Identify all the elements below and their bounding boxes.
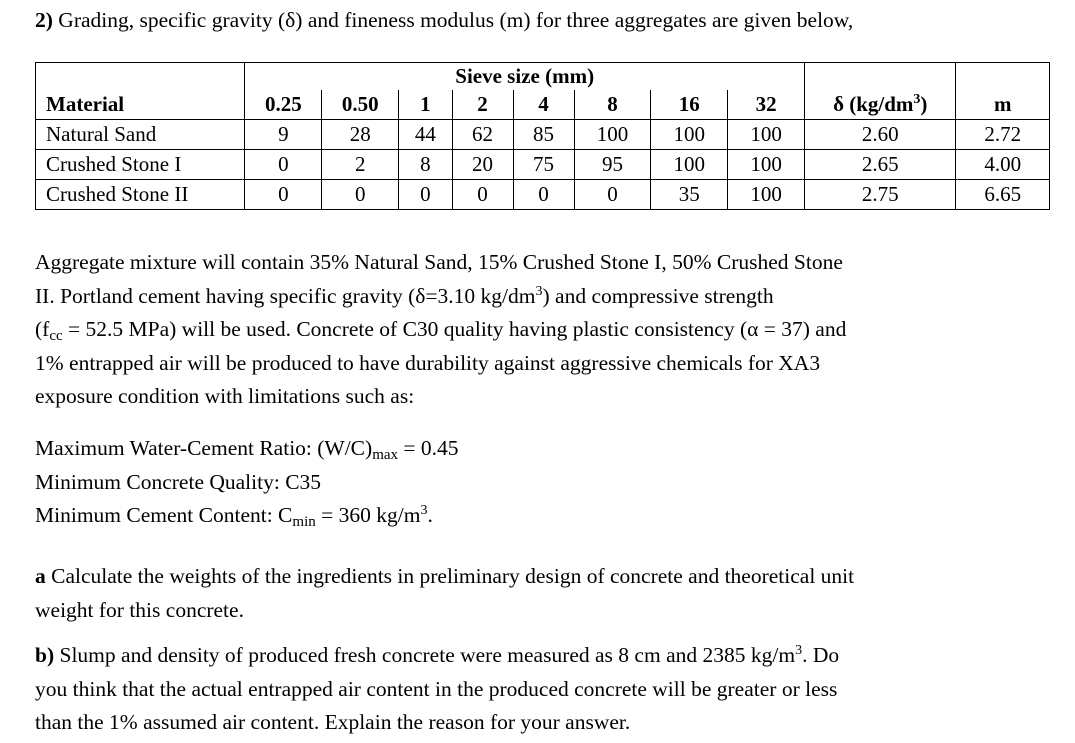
passing-cell: 0 — [322, 180, 399, 210]
passing-cell: 8 — [399, 150, 452, 180]
sieve-header: 8 — [574, 90, 651, 120]
sieve-header: 0.25 — [245, 90, 322, 120]
table-row — [36, 180, 1050, 210]
header-blank-cell — [956, 63, 1050, 91]
mixture-line: II. Portland cement having specific gravity (δ=3.10 $kg/dm^3$) and compressive strength — [35, 283, 774, 308]
sieve-header: 32 — [728, 90, 805, 120]
fineness-modulus-cell: 6.65 — [956, 180, 1050, 210]
table-row — [36, 150, 1050, 180]
min-concrete-quality: Minimum Concrete Quality: C35 — [35, 469, 322, 494]
passing-cell: 100 — [574, 120, 651, 150]
question-b-line: than the 1% assumed air content. Explain the reason for your answer. — [35, 710, 631, 734]
passing-cell: 28 — [322, 120, 399, 150]
table-row — [36, 120, 1050, 150]
passing-cell: 100 — [728, 150, 805, 180]
specific-gravity-cell: 2.75 — [805, 180, 956, 210]
header-blank-cell — [36, 63, 245, 91]
passing-cell: 0 — [399, 180, 452, 210]
passing-cell: 0 — [245, 180, 322, 210]
grading-table — [35, 62, 1050, 210]
mixture-line: exposure condition with limitations such as: — [35, 384, 415, 408]
question-b-line: b) Slump and density of produced fresh concrete were measured as 8 cm and 2385 $kg/m^3$. Do — [35, 643, 840, 667]
material-header: Material — [36, 90, 245, 120]
specific-gravity-header: δ $(kg/dm^3)$ — [805, 90, 956, 120]
question-b-label: b) — [35, 643, 55, 667]
question-b-line: you think that the actual entrapped air content in the produced concrete will be greater or less — [35, 676, 838, 701]
passing-cell: 100 — [651, 150, 728, 180]
mixture-line: 1% entrapped air will be produced to have durability against aggressive chemicals for XA3 — [35, 350, 821, 375]
material-cell: Natural Sand — [36, 120, 245, 150]
passing-cell: 44 — [399, 120, 452, 150]
passing-cell: 100 — [728, 180, 805, 210]
passing-cell: 85 — [513, 120, 574, 150]
passing-cell: 62 — [452, 120, 513, 150]
table-header-row — [36, 90, 1050, 120]
passing-cell: 0 — [513, 180, 574, 210]
passing-cell: 75 — [513, 150, 574, 180]
problem-title-text: Grading, specific gravity (δ) and fineness modulus (m) for three aggregates are given below, — [58, 8, 854, 32]
passing-cell: 100 — [728, 120, 805, 150]
fineness-modulus-cell: 4.00 — [956, 150, 1050, 180]
passing-cell: 0 — [574, 180, 651, 210]
sieve-header: 4 — [513, 90, 574, 120]
passing-cell: 0 — [452, 180, 513, 210]
mixture-line: Aggregate mixture will contain 35% Natural Sand, 15% Crushed Stone I, 50% Crushed Stone — [35, 250, 843, 274]
material-cell: Crushed Stone II — [36, 180, 245, 210]
passing-cell: 100 — [651, 120, 728, 150]
specific-gravity-cell: 2.65 — [805, 150, 956, 180]
question-a — [35, 560, 997, 627]
sieve-header: 16 — [651, 90, 728, 120]
question-a-line: weight for this concrete. — [35, 597, 244, 622]
question-a-line: a Calculate the weights of the ingredients in preliminary design of concrete and theoretical unit — [35, 564, 855, 588]
sieve-header: 1 — [399, 90, 452, 120]
passing-cell: 9 — [245, 120, 322, 150]
specific-gravity-cell: 2.60 — [805, 120, 956, 150]
passing-cell: 35 — [651, 180, 728, 210]
sieve-header: 2 — [452, 90, 513, 120]
mixture-line: ($f_{cc} = 52.5$ MPa) will be used. Concrete of C30 quality having plastic consistency (α = 37) and — [35, 317, 847, 344]
problem-title — [35, 6, 853, 34]
fineness-modulus-header: m — [956, 90, 1050, 120]
header-blank-cell — [805, 63, 956, 91]
max-wc-ratio: Maximum Water-Cement Ratio: $(W/C)_{max} = 0.45$ — [35, 436, 459, 463]
question-a-label: a — [35, 564, 46, 588]
min-cement-content: Minimum Cement Content: $C_{min} = 360$ $kg/m^3$. — [35, 503, 433, 530]
mixture-description — [35, 246, 997, 414]
question-b — [35, 639, 997, 740]
sieve-size-group-header: Sieve size (mm) — [245, 63, 805, 91]
passing-cell: 2 — [322, 150, 399, 180]
problem-number: 2) — [35, 8, 53, 32]
table-header-row-group — [36, 63, 1050, 91]
fineness-modulus-cell: 2.72 — [956, 120, 1050, 150]
sieve-header: 0.50 — [322, 90, 399, 120]
material-cell: Crushed Stone I — [36, 150, 245, 180]
passing-cell: 0 — [245, 150, 322, 180]
passing-cell: 20 — [452, 150, 513, 180]
exposure-limits — [35, 432, 459, 533]
passing-cell: 95 — [574, 150, 651, 180]
